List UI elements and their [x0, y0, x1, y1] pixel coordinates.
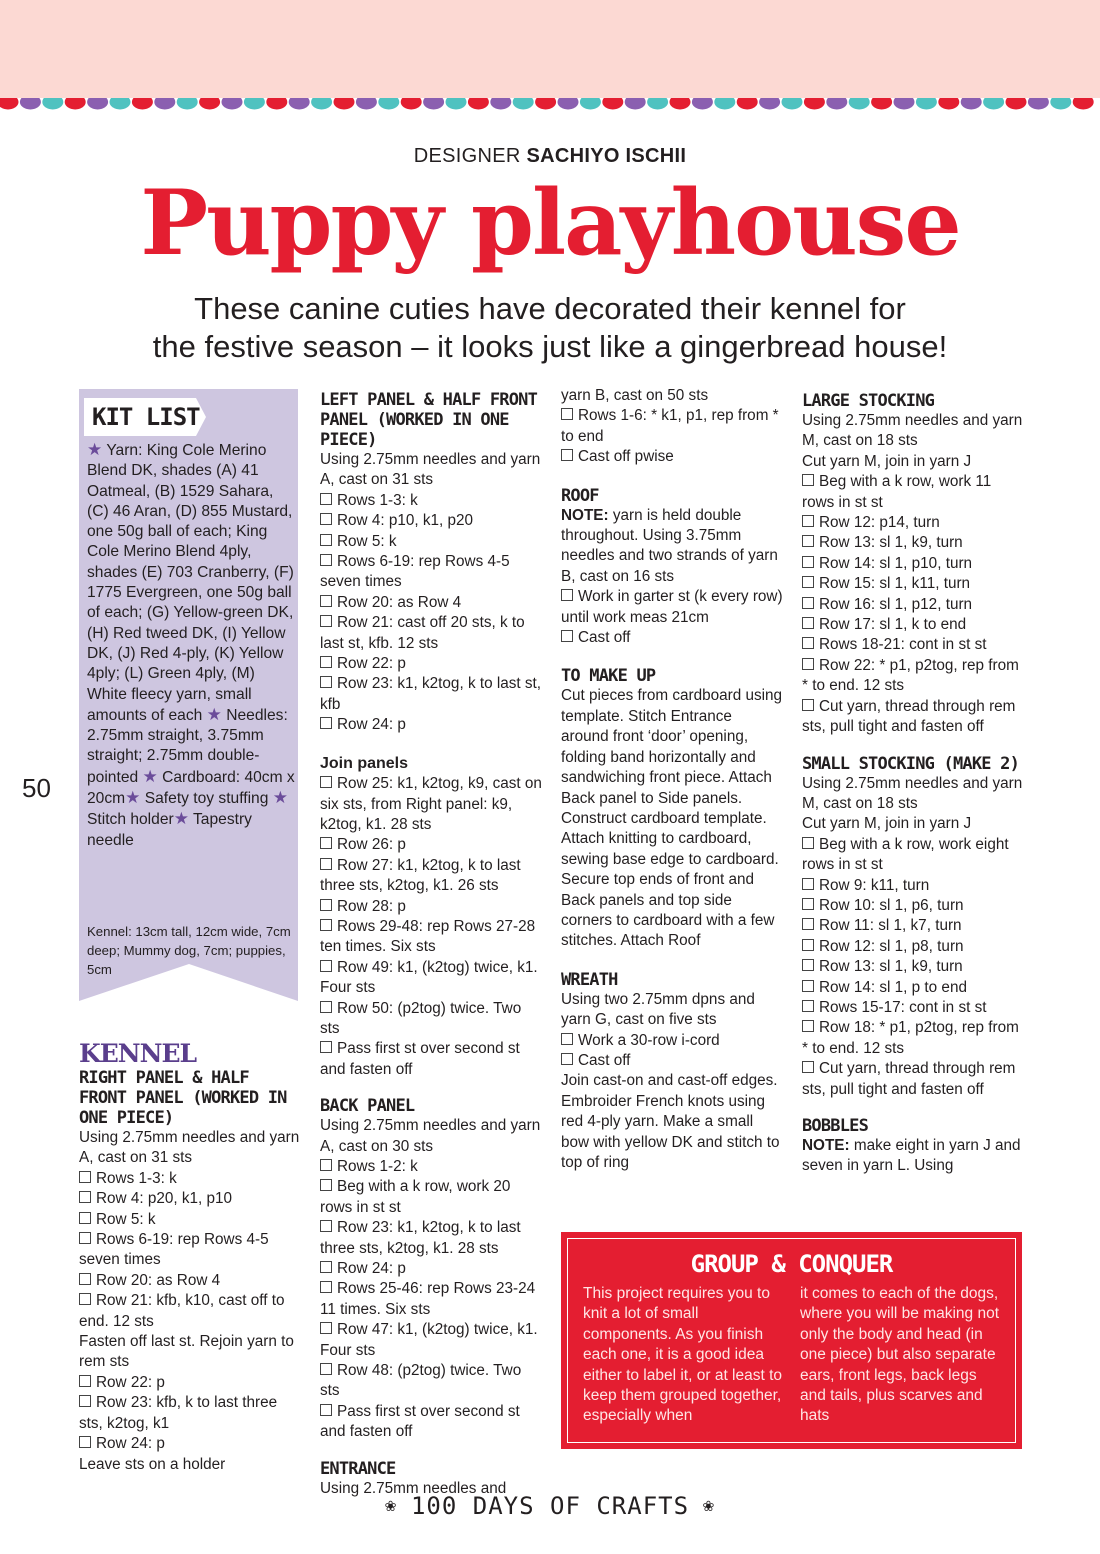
checkbox-icon — [79, 1191, 91, 1203]
entrance-intro: Using 2.75mm needles and — [320, 1479, 507, 1497]
instruction-text: Row 24: p — [337, 716, 406, 734]
checkbox-icon — [802, 837, 814, 849]
small-stocking-intro-2: Cut yarn M, join in yarn J — [802, 815, 972, 833]
instruction-row — [561, 447, 783, 467]
kit-list-title: KIT LIST — [92, 403, 200, 431]
checkbox-icon — [320, 960, 332, 972]
instruction-row — [79, 1434, 301, 1454]
instruction-row — [79, 1373, 301, 1393]
border-dot — [1006, 98, 1027, 110]
instruction-text: Rows 1-3: k — [96, 1169, 177, 1187]
checkbox-icon — [561, 630, 573, 642]
border-dot — [266, 98, 287, 110]
checkbox-icon — [320, 1220, 332, 1232]
scalloped-dot-border — [0, 98, 1100, 112]
instruction-text: Row 28: p — [337, 897, 406, 915]
border-dot — [849, 98, 870, 110]
checkbox-icon — [320, 1261, 332, 1273]
group-conquer-title: GROUP & CONQUER — [690, 1250, 893, 1278]
wreath-intro: Using two 2.75mm dpns and yarn G, cast on five sts — [561, 990, 755, 1029]
instruction-row — [802, 615, 1024, 635]
roof-heading: ROOF — [561, 485, 599, 506]
instruction-row — [320, 1402, 542, 1443]
right-panel-rows-2 — [79, 1373, 301, 1455]
instruction-text: Work a 30-row i-cord — [578, 1031, 720, 1049]
flower-icon: ❀ — [385, 1495, 397, 1516]
instruction-text: Rows 18-21: cont in st st — [819, 636, 987, 654]
instruction-row — [320, 917, 542, 958]
instruction-text: Row 25: k1, k2tog, k9, cast on six sts, from Right panel: k9, k2tog, k1. 28 sts — [320, 775, 542, 833]
border-dot — [1050, 98, 1071, 110]
instruction-text: Row 22: p — [96, 1373, 165, 1391]
checkbox-icon — [802, 699, 814, 711]
flower-icon: ❀ — [703, 1495, 715, 1516]
kit-item: ★ Yarn: King Cole Merino Blend DK, shades (A) 41 Oatmeal, (B) 1529 Sahara, (C) 46 Aran, (D) 855 Mustard, one 50g ball of each; King Cole Merino Blend 4ply, shades (E) 703 Cranberry, (F) 1775 Evergreen, one 50g ball of each; (G) Yellow-green DK, (H) Red tweed DK, (I) Yellow DK, (J) Red 4-ply, (K) Yellow 4ply; (L) Green 4ply, (M) White fleecy yarn, small amounts of each ★ Needles: 2.75mm straight, 3.75mm straight; 2.75mm double-pointed ★ Cardboard: 40cm x 20cm★ Safety toy stuffing ★ Stitch holder★ Tapestry needle — [87, 440, 295, 849]
instruction-row — [802, 533, 1024, 553]
instruction-text: Row 13: sl 1, k9, turn — [819, 534, 963, 552]
checkbox-icon — [320, 534, 332, 546]
join-panels-heading: Join panels — [320, 754, 409, 772]
instruction-text: Row 49: k1, (k2tog) twice, k1. Four sts — [320, 958, 538, 997]
border-dot — [580, 98, 601, 110]
checkbox-icon — [320, 595, 332, 607]
small-stocking-heading: SMALL STOCKING (MAKE 2) — [802, 753, 1020, 774]
instruction-text: Row 48: (p2tog) twice. Two sts — [320, 1362, 522, 1400]
instruction-row — [802, 1018, 1024, 1059]
border-dot — [289, 98, 310, 110]
border-dot — [602, 98, 623, 110]
bobbles-note: NOTE: make eight in yarn J and seven in yarn L. Using — [802, 1137, 1021, 1175]
instruction-text: Beg with a k row, work 11 rows in st st — [802, 473, 992, 511]
instruction-row — [320, 511, 542, 531]
make-up-heading: TO MAKE UP — [561, 666, 656, 687]
instruction-text: Row 24: p — [337, 1260, 406, 1278]
designer-name: SACHIYO ISCHII — [526, 145, 687, 167]
instruction-row — [802, 876, 1024, 896]
checkbox-icon — [320, 1041, 332, 1053]
instruction-row — [320, 897, 542, 917]
border-dot — [647, 98, 668, 110]
footer — [0, 1492, 1100, 1520]
checkbox-icon — [802, 515, 814, 527]
instruction-row — [802, 574, 1024, 594]
left-panel-heading: LEFT PANEL & HALF FRONT PANEL (WORKED IN ONE PIECE) — [320, 390, 538, 450]
kit-list-items — [87, 440, 297, 851]
instruction-row — [320, 1177, 542, 1218]
checkbox-icon — [802, 617, 814, 629]
instruction-row — [561, 1051, 783, 1071]
border-dot — [20, 98, 41, 110]
checkbox-icon — [320, 554, 332, 566]
border-dot — [446, 98, 467, 110]
instruction-row — [320, 593, 542, 613]
instruction-text: Cast off pwise — [578, 448, 674, 466]
border-dot — [244, 98, 265, 110]
page-subtitle — [0, 290, 1100, 366]
border-dot — [938, 98, 959, 110]
make-up-text: Cut pieces from cardboard using template. Stitch Entrance around front ‘door’ opening, folding band horizontally and sandwiching front piece. Attach Back panel to Side panels. Construct cardboard template. Attach knitting to cardboard, sewing base edge to cardboard. Secure top ends of front and Back panels and top side corners to cardboard with a few stitches. Attach Roof — [561, 687, 783, 950]
subtitle-line-2: the festive season – it looks just like a gingerbread house! — [152, 329, 948, 364]
instruction-text: Cut yarn, thread through rem sts, pull tight and fasten off — [802, 697, 1016, 736]
border-dot — [132, 98, 153, 110]
checkbox-icon — [561, 449, 573, 461]
right-panel-heading: RIGHT PANEL & HALF FRONT PANEL (WORKED IN ONE PIECE) — [79, 1068, 287, 1128]
right-panel-mid: Fasten off last st. Rejoin yarn to rem sts — [79, 1333, 294, 1371]
border-dot — [154, 98, 175, 110]
checkbox-icon — [802, 637, 814, 649]
star-icon: ★ — [173, 809, 189, 829]
instruction-text: Row 18: * p1, p2tog, rep from * to end. 12 sts — [802, 1019, 1019, 1057]
border-dot — [894, 98, 915, 110]
checkbox-icon — [802, 939, 814, 951]
instruction-text: Rows 15-17: cont in st st — [819, 998, 987, 1016]
instruction-row — [320, 674, 542, 715]
instruction-text: Row 11: sl 1, k7, turn — [819, 917, 962, 935]
instruction-row — [79, 1393, 301, 1434]
instruction-text: Rows 1-2: k — [337, 1158, 418, 1175]
instruction-text: Cut yarn, thread through rem sts, pull tight and fasten off — [802, 1060, 1016, 1098]
footer-text: 100 DAYS OF CRAFTS — [410, 1492, 690, 1520]
instruction-text: Row 21: cast off 20 sts, k to last st, kfb. 12 sts — [320, 614, 525, 652]
instruction-row — [320, 491, 542, 511]
instruction-row — [320, 835, 542, 855]
checkbox-icon — [320, 1001, 332, 1013]
border-dot — [311, 98, 332, 110]
instruction-text: Row 4: p20, k1, p10 — [96, 1190, 233, 1208]
column-3 — [561, 386, 783, 1173]
checkbox-icon — [320, 858, 332, 870]
instruction-text: Row 10: sl 1, p6, turn — [819, 896, 964, 914]
kit-size-note: Kennel: 13cm tall, 12cm wide, 7cm deep; Mummy dog, 7cm; puppies, 5cm — [87, 924, 291, 977]
large-stocking-intro: Using 2.75mm needles and yarn M, cast on 18 sts — [802, 412, 1023, 450]
instruction-text: Rows 25-46: rep Rows 23-24 11 times. Six sts — [320, 1280, 536, 1318]
border-dot — [826, 98, 847, 110]
checkbox-icon — [561, 589, 573, 601]
instruction-text: Row 27: k1, k2tog, k to last three sts, k2tog, k1. 26 sts — [320, 856, 521, 895]
border-dot — [1028, 98, 1049, 110]
checkbox-icon — [802, 898, 814, 910]
star-icon: ★ — [206, 704, 222, 724]
small-stocking-intro: Using 2.75mm needles and yarn M, cast on 18 sts — [802, 774, 1023, 812]
instruction-text: Beg with a k row, work eight rows in st st — [802, 835, 1009, 874]
checkbox-icon — [320, 493, 332, 505]
checkbox-icon — [79, 1171, 91, 1183]
right-panel-intro: Using 2.75mm needles and yarn A, cast on 31 sts — [79, 1129, 300, 1167]
kennel-heading: KENNEL — [79, 1039, 197, 1068]
border-dot — [782, 98, 803, 110]
checkbox-icon — [320, 919, 332, 931]
large-stocking-rows — [802, 472, 1024, 737]
instruction-text: Row 16: sl 1, p12, turn — [819, 595, 973, 613]
border-dot — [737, 98, 758, 110]
instruction-row — [320, 532, 542, 552]
entrance-rows — [561, 406, 783, 467]
column-4 — [802, 391, 1024, 1177]
instruction-row — [320, 1039, 542, 1080]
back-panel-intro: Using 2.75mm needles and yarn A, cast on 30 sts — [320, 1117, 541, 1155]
border-dot — [222, 98, 243, 110]
instruction-text: Row 21: kfb, k10, cast off to end. 12 sts — [79, 1292, 285, 1330]
instruction-text: Rows 1-6: * k1, p1, rep from * to end — [561, 407, 779, 445]
instruction-row — [802, 957, 1024, 977]
back-panel-heading: BACK PANEL — [320, 1096, 415, 1117]
instruction-text: Row 14: sl 1, p10, turn — [819, 554, 973, 572]
instruction-text: Row 14: sl 1, p to end — [819, 978, 967, 996]
designer-label: DESIGNER — [413, 145, 521, 167]
checkbox-icon — [320, 1404, 332, 1416]
instruction-text: Row 12: sl 1, p8, turn — [819, 937, 964, 955]
border-dot — [423, 98, 444, 110]
checkbox-icon — [320, 717, 332, 729]
instruction-text: Row 23: kfb, k to last three sts, k2tog, k1 — [79, 1394, 278, 1432]
large-stocking-heading: LARGE STOCKING — [802, 391, 935, 411]
wreath-heading: WREATH — [561, 969, 618, 990]
checkbox-icon — [320, 1363, 332, 1375]
checkbox-icon — [320, 776, 332, 788]
instruction-text: Row 20: as Row 4 — [337, 593, 462, 611]
instruction-text: Pass first st over second st and fasten off — [320, 1040, 520, 1078]
checkbox-icon — [79, 1212, 91, 1224]
star-icon: ★ — [272, 788, 288, 808]
checkbox-icon — [320, 1322, 332, 1334]
instruction-row — [79, 1230, 301, 1271]
page-title: Puppy playhouse — [140, 170, 960, 276]
page-number: 50 — [22, 773, 51, 803]
instruction-row — [802, 554, 1024, 574]
star-icon: ★ — [142, 766, 158, 786]
checkbox-icon — [802, 959, 814, 971]
instruction-text: Cast off — [578, 629, 631, 647]
checkbox-icon — [79, 1273, 91, 1285]
star-icon: ★ — [125, 788, 141, 808]
wreath-rows — [561, 1031, 783, 1072]
instruction-text: Rows 1-3: k — [337, 491, 418, 509]
instruction-row — [802, 656, 1024, 697]
checkbox-icon — [320, 513, 332, 525]
small-stocking-rows — [802, 835, 1024, 1100]
instruction-row — [320, 774, 542, 835]
instruction-row — [79, 1189, 301, 1209]
checkbox-icon — [802, 980, 814, 992]
border-dot — [916, 98, 937, 110]
designer-credit — [0, 145, 1100, 168]
border-dot — [199, 98, 220, 110]
instruction-text: Cast off — [578, 1051, 631, 1069]
border-dot — [759, 98, 780, 110]
instruction-text: Row 22: * p1, p2tog, rep from * to end. 12 sts — [802, 656, 1019, 695]
instruction-text: Row 5: k — [96, 1210, 156, 1228]
instruction-row — [802, 697, 1024, 738]
bobbles-heading: BOBBLES — [802, 1116, 869, 1136]
roof-note: NOTE: yarn is held double throughout. Using 3.75mm needles and two strands of yarn B, cast on 16 sts — [561, 506, 778, 585]
border-dot — [42, 98, 63, 110]
checkbox-icon — [802, 1000, 814, 1012]
checkbox-icon — [320, 676, 332, 688]
border-dot — [670, 98, 691, 110]
instruction-text: Row 20: as Row 4 — [96, 1271, 221, 1289]
checkbox-icon — [561, 408, 573, 420]
instruction-row — [79, 1169, 301, 1189]
instruction-text: Row 9: k11, turn — [819, 876, 930, 894]
border-dot — [692, 98, 713, 110]
instruction-row — [320, 1279, 542, 1320]
border-dot — [961, 98, 982, 110]
instruction-row — [320, 1259, 542, 1279]
instruction-row — [320, 1361, 542, 1402]
checkbox-icon — [802, 474, 814, 486]
instruction-row — [79, 1271, 301, 1291]
instruction-text: Rows 6-19: rep Rows 4-5 seven times — [320, 553, 510, 591]
left-panel-intro: Using 2.75mm needles and yarn A, cast on 31 sts — [320, 451, 541, 489]
instruction-text: Row 4: p10, k1, p20 — [337, 512, 474, 530]
checkbox-icon — [79, 1375, 91, 1387]
instruction-row — [802, 1059, 1024, 1100]
checkbox-icon — [802, 556, 814, 568]
border-dot — [513, 98, 534, 110]
instruction-row — [320, 1320, 542, 1361]
instruction-row — [320, 552, 542, 593]
instruction-row — [320, 715, 542, 735]
instruction-row — [561, 628, 783, 648]
instruction-row — [802, 472, 1024, 513]
instruction-row — [802, 998, 1024, 1018]
instruction-text: Rows 29-48: rep Rows 27-28 ten times. Six sts — [320, 917, 536, 956]
checkbox-icon — [320, 615, 332, 627]
border-dot — [535, 98, 556, 110]
instruction-row — [802, 595, 1024, 615]
border-dot — [0, 98, 19, 110]
large-stocking-intro-2: Cut yarn M, join in yarn J — [802, 452, 972, 470]
border-dot — [714, 98, 735, 110]
checkbox-icon — [79, 1395, 91, 1407]
entrance-heading: ENTRANCE — [320, 1458, 396, 1479]
instruction-text: Row 50: (p2tog) twice. Two sts — [320, 999, 522, 1037]
right-panel-end: Leave sts on a holder — [79, 1455, 226, 1473]
border-dot — [558, 98, 579, 110]
instruction-row — [320, 654, 542, 674]
border-dot — [468, 98, 489, 110]
instruction-text: Row 26: p — [337, 836, 406, 854]
checkbox-icon — [320, 1179, 332, 1191]
checkbox-icon — [561, 1033, 573, 1045]
top-pink-band — [0, 0, 1100, 98]
wreath-text: Join cast-on and cast-off edges. Embroider French knots using red 4-ply yarn. Make a small bow with yellow DK and stitch to top of ring — [561, 1072, 780, 1171]
instruction-row — [320, 1157, 542, 1177]
checkbox-icon — [79, 1232, 91, 1244]
right-panel-rows — [79, 1169, 301, 1332]
checkbox-icon — [320, 899, 332, 911]
border-dot — [177, 98, 198, 110]
instruction-text: Pass first st over second st and fasten off — [320, 1402, 520, 1441]
border-dot — [401, 98, 422, 110]
border-dot — [983, 98, 1004, 110]
instruction-text: Row 23: k1, k2tog, k to last three sts, k2tog, k1. 28 sts — [320, 1219, 521, 1257]
instruction-row — [802, 937, 1024, 957]
group-conquer-text-left: This project requires you to knit a lot of small components. As you finish each one, it is a good idea either to label it, or at least to keep them grouped together, especially when — [583, 1285, 783, 1425]
instruction-row — [320, 1218, 542, 1259]
instruction-text: Row 47: k1, (k2tog) twice, k1. Four sts — [320, 1321, 538, 1359]
entrance-intro-cont: yarn B, cast on 50 sts — [561, 387, 709, 404]
instruction-row — [561, 587, 783, 628]
left-panel-rows — [320, 491, 542, 736]
instruction-text: Row 13: sl 1, k9, turn — [819, 958, 963, 976]
checkbox-icon — [802, 1061, 814, 1073]
instruction-row — [802, 896, 1024, 916]
checkbox-icon — [561, 1053, 573, 1065]
instruction-row — [79, 1291, 301, 1332]
instruction-text: Row 24: p — [96, 1435, 165, 1453]
instruction-row — [320, 958, 542, 999]
checkbox-icon — [802, 535, 814, 547]
back-panel-rows — [320, 1157, 542, 1443]
column-2 — [320, 390, 542, 1499]
border-dot — [378, 98, 399, 110]
instruction-row — [561, 1031, 783, 1051]
right-panel-section — [79, 1068, 301, 1475]
instruction-text: Row 23: k1, k2tog, k to last st, kfb — [320, 675, 542, 713]
instruction-row — [79, 1210, 301, 1230]
border-dot — [65, 98, 86, 110]
border-dot — [871, 98, 892, 110]
instruction-row — [802, 978, 1024, 998]
border-dot — [334, 98, 355, 110]
instruction-row — [802, 635, 1024, 655]
instruction-text: Row 17: sl 1, k to end — [819, 616, 967, 634]
subtitle-line-1: These canine cuties have decorated their kennel for — [194, 291, 906, 326]
instruction-text: Beg with a k row, work 20 rows in st st — [320, 1178, 511, 1216]
roof-rows — [561, 587, 783, 648]
checkbox-icon — [320, 837, 332, 849]
instruction-text: Row 15: sl 1, k11, turn — [819, 575, 971, 593]
border-dot — [356, 98, 377, 110]
instruction-row — [561, 406, 783, 447]
checkbox-icon — [802, 1020, 814, 1032]
instruction-row — [320, 613, 542, 654]
join-panels-rows — [320, 774, 542, 1080]
border-dot — [804, 98, 825, 110]
checkbox-icon — [79, 1293, 91, 1305]
checkbox-icon — [320, 656, 332, 668]
checkbox-icon — [802, 878, 814, 890]
checkbox-icon — [79, 1436, 91, 1448]
checkbox-icon — [802, 576, 814, 588]
instruction-row — [802, 916, 1024, 936]
checkbox-icon — [802, 597, 814, 609]
border-dot — [110, 98, 131, 110]
instruction-row — [802, 835, 1024, 876]
checkbox-icon — [802, 918, 814, 930]
star-icon: ★ — [87, 440, 103, 459]
instruction-text: Row 5: k — [337, 532, 397, 550]
border-dot — [490, 98, 511, 110]
instruction-text: Rows 6-19: rep Rows 4-5 seven times — [79, 1231, 269, 1269]
instruction-text: Row 22: p — [337, 655, 406, 673]
checkbox-icon — [320, 1281, 332, 1293]
border-dot — [1073, 98, 1094, 110]
checkbox-icon — [320, 1159, 332, 1171]
instruction-row — [320, 856, 542, 897]
group-conquer-text-right: it comes to each of the dogs, where you will be making not only the body and head (in one piece) but also separate ears, front legs, back legs and tails, plus scarves and hats — [800, 1285, 1000, 1425]
instruction-text: Work in garter st (k every row) until work meas 21cm — [561, 588, 783, 626]
instruction-row — [320, 999, 542, 1040]
checkbox-icon — [802, 658, 814, 670]
border-dot — [625, 98, 646, 110]
instruction-row — [802, 513, 1024, 533]
instruction-text: Row 12: p14, turn — [819, 514, 940, 532]
border-dot — [87, 98, 108, 110]
